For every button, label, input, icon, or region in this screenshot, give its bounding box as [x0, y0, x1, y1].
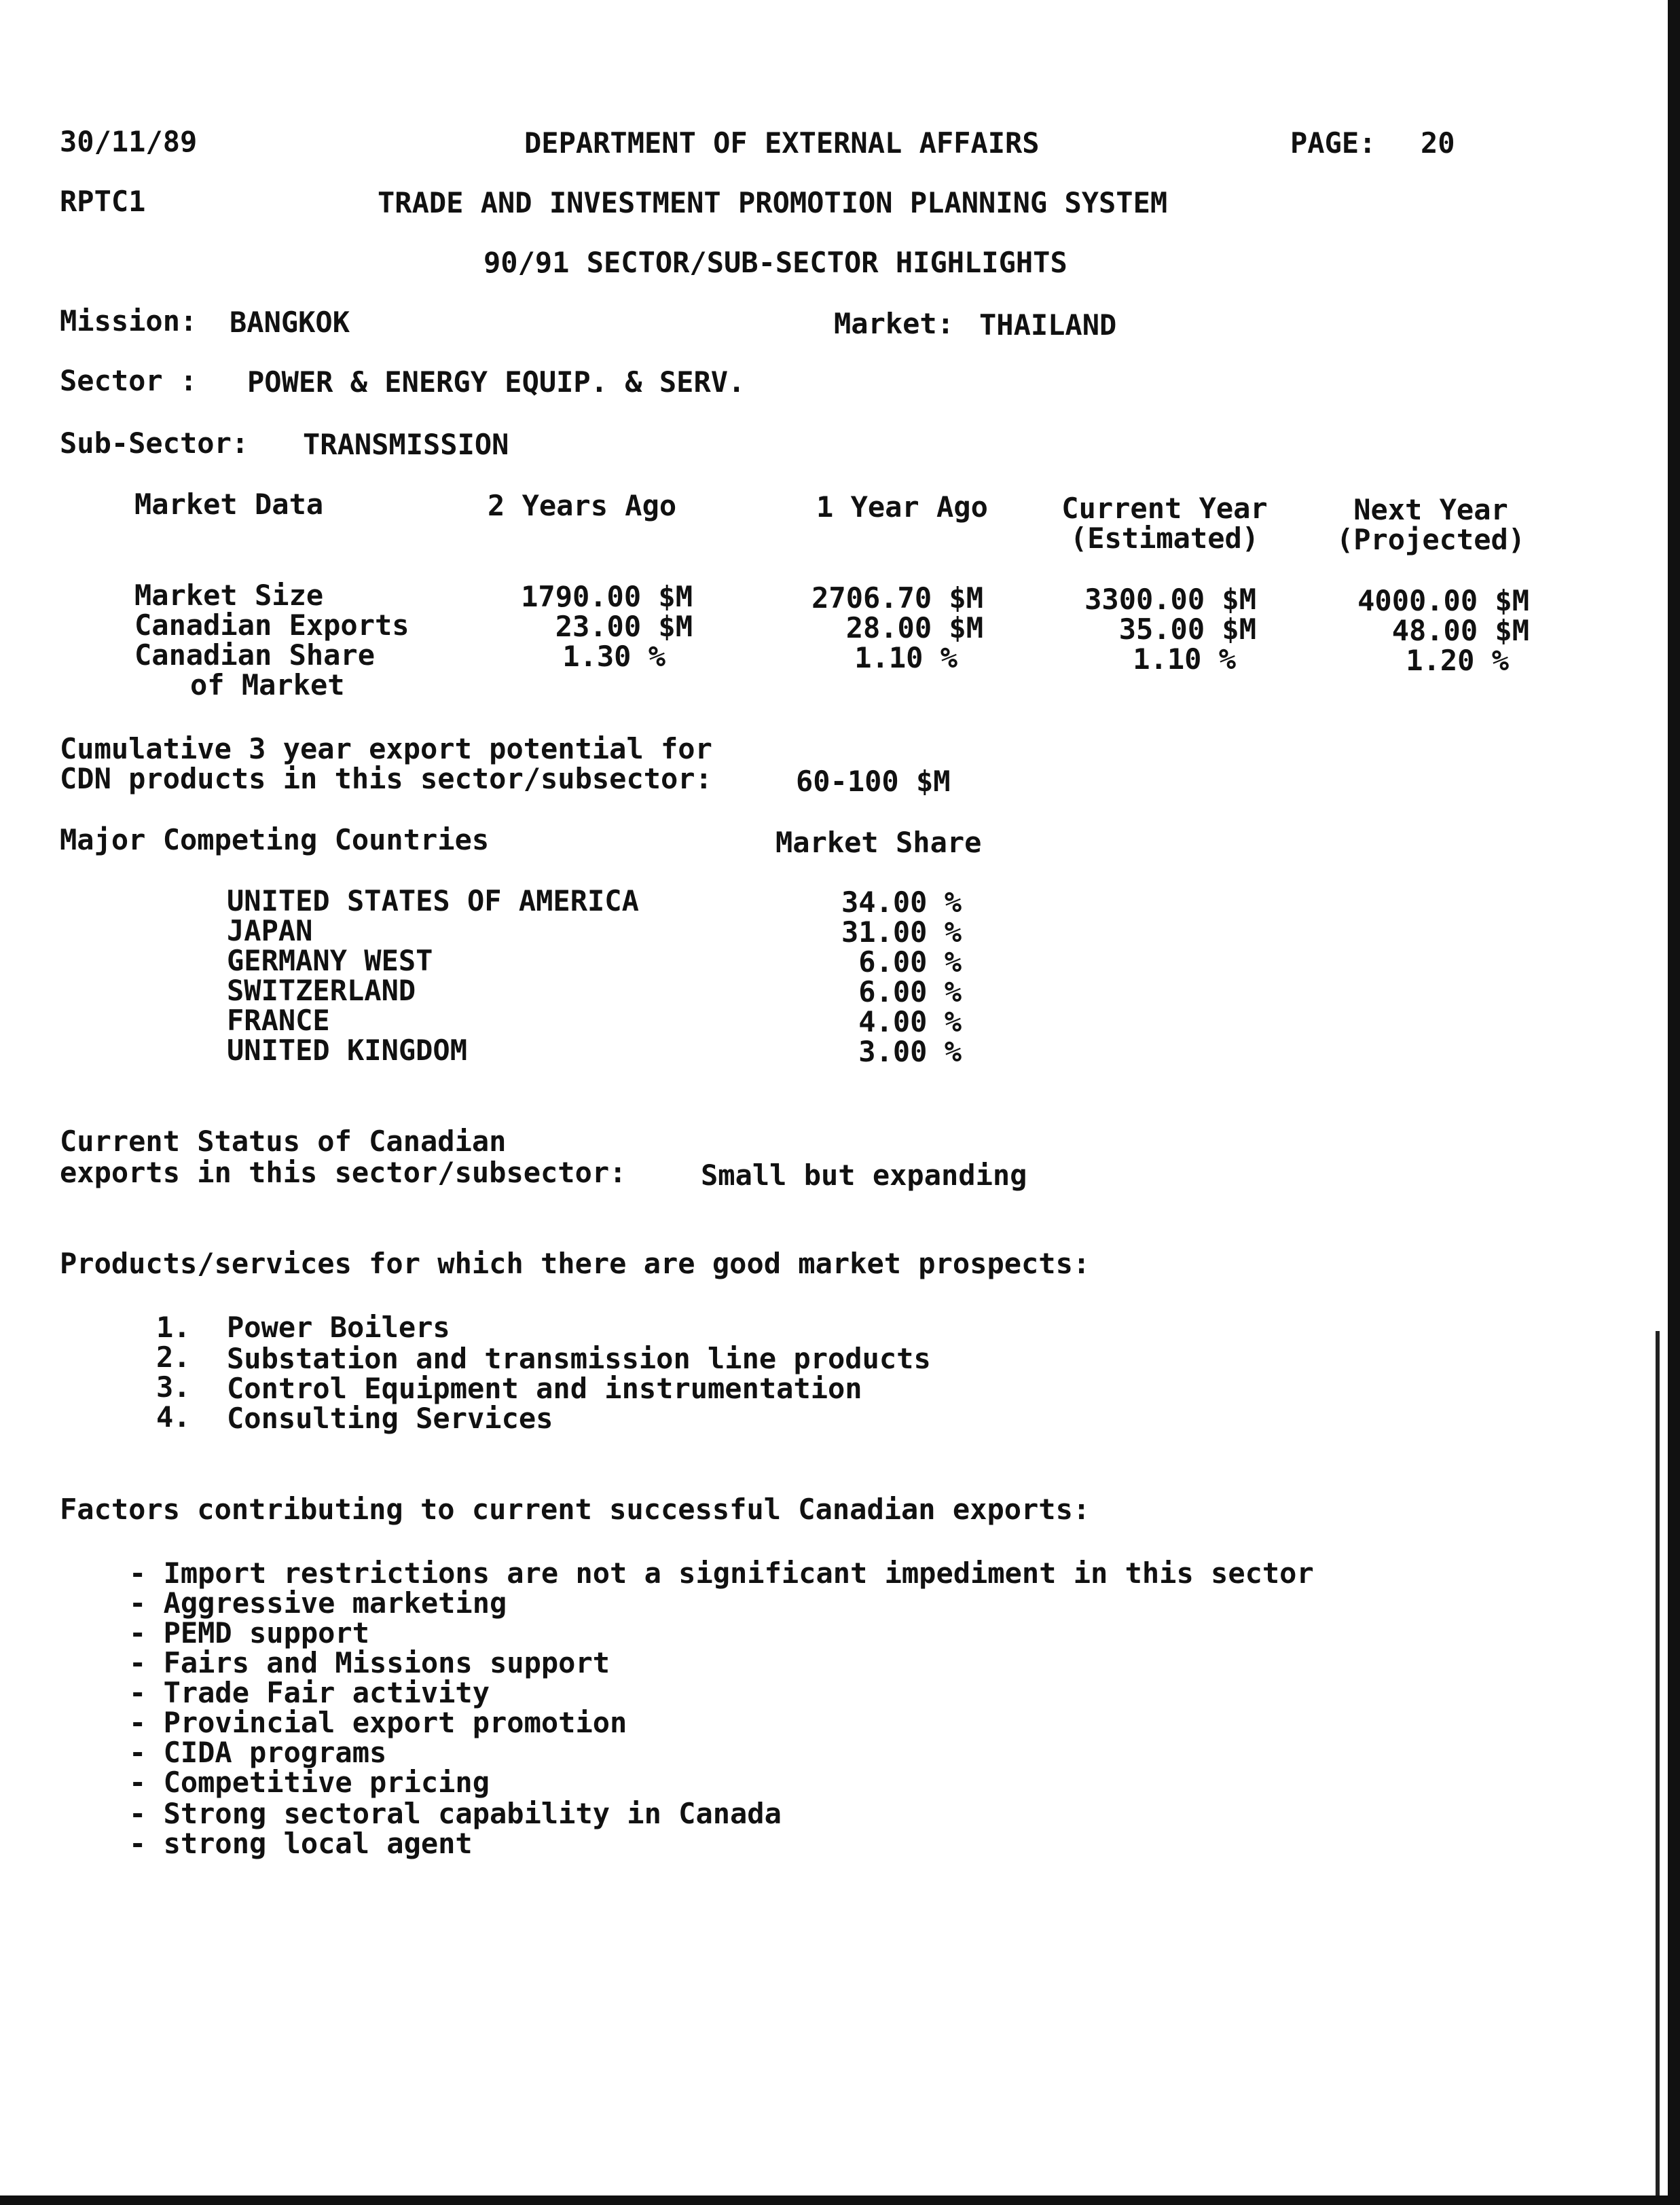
row-label: Canadian Share [134, 638, 376, 672]
row-value: 28.00 $M [845, 611, 983, 644]
list-item: - Provincial export promotion [129, 1706, 627, 1739]
sector-label: Sector : [60, 364, 198, 397]
table-header-next-year: Next Year [1353, 493, 1508, 526]
item-text: Power Boilers [227, 1311, 450, 1344]
row-value: 1.20 % [1406, 644, 1509, 677]
scan-edge-right [1668, 0, 1680, 2205]
list-item: - Competitive pricing [129, 1766, 490, 1799]
system-title: TRADE AND INVESTMENT PROMOTION PLANNING SYSTEM [378, 186, 1168, 219]
row-value: 1.30 % [562, 640, 665, 673]
item-text: Control Equipment and instrumentation [227, 1372, 862, 1405]
potential-line-2: CDN products in this sector/subsector: [60, 762, 712, 795]
scan-edge-right-inner [1656, 1331, 1660, 2205]
subsector-label: Sub-Sector: [60, 426, 249, 460]
row-value: 35.00 $M [1118, 613, 1256, 646]
status-line-2: exports in this sector/subsector: [60, 1156, 627, 1189]
table-header-next-year-sub: (Projected) [1336, 523, 1526, 556]
country-share: 34.00 % [841, 886, 962, 919]
row-label: Market Size [134, 579, 324, 612]
report-title: 90/91 SECTOR/SUB-SECTOR HIGHLIGHTS [483, 246, 1067, 279]
list-item: - Strong sectoral capability in Canada [129, 1797, 782, 1830]
item-text: Substation and transmission line products [227, 1342, 931, 1375]
prospects-heading: Products/services for which there are good market prospects: [60, 1247, 1091, 1280]
table-header-2-years-ago: 2 Years Ago [488, 489, 677, 522]
row-value: 48.00 $M [1391, 614, 1529, 647]
scan-edge-bottom [0, 2195, 1680, 2205]
list-item: - Aggressive marketing [129, 1586, 507, 1620]
country-name: JAPAN [227, 914, 313, 947]
report-date: 30/11/89 [60, 125, 198, 158]
table-header-label: Market Data [134, 488, 324, 521]
row-value: 23.00 $M [555, 610, 693, 643]
country-share: 6.00 % [858, 975, 962, 1008]
potential-value: 60-100 $M [796, 765, 951, 798]
department-title: DEPARTMENT OF EXTERNAL AFFAIRS [524, 126, 1040, 160]
country-name: GERMANY WEST [227, 944, 433, 977]
subsector-value: TRANSMISSION [303, 428, 509, 461]
market-share-heading: Market Share [775, 826, 982, 859]
potential-line-1: Cumulative 3 year export potential for [60, 732, 712, 765]
mission-label: Mission: [60, 304, 198, 338]
row-value: 3300.00 $M [1084, 583, 1256, 616]
row-value: 4000.00 $M [1357, 584, 1529, 617]
country-share: 3.00 % [858, 1035, 962, 1068]
sector-value: POWER & ENERGY EQUIP. & SERV. [247, 365, 746, 399]
list-item: - strong local agent [129, 1827, 473, 1860]
table-header-1-year-ago: 1 Year Ago [816, 490, 988, 524]
country-share: 4.00 % [858, 1005, 962, 1038]
list-item: - Fairs and Missions support [129, 1646, 610, 1679]
country-name: UNITED KINGDOM [227, 1034, 468, 1067]
item-number: 2. [156, 1341, 191, 1374]
factors-heading: Factors contributing to current successful Canadian exports: [60, 1493, 1091, 1526]
item-number: 3. [156, 1370, 191, 1404]
item-text: Consulting Services [227, 1402, 553, 1435]
status-value: Small but expanding [701, 1159, 1027, 1192]
row-label-continued: of Market [190, 668, 345, 701]
list-item: - Trade Fair activity [129, 1676, 490, 1709]
row-value: 1.10 % [1133, 642, 1236, 676]
report-code: RPTC1 [60, 185, 146, 218]
country-name: SWITZERLAND [227, 974, 416, 1007]
item-number: 4. [156, 1400, 191, 1434]
mission-value: BANGKOK [230, 306, 350, 339]
list-item: - CIDA programs [129, 1736, 387, 1769]
table-header-current-year-sub: (Estimated) [1070, 522, 1260, 555]
page-label: PAGE: [1290, 126, 1376, 160]
page-number: 20 [1421, 126, 1455, 160]
row-value: 1.10 % [854, 641, 957, 674]
item-number: 1. [156, 1311, 191, 1344]
country-name: UNITED STATES OF AMERICA [227, 884, 639, 917]
country-name: FRANCE [227, 1004, 330, 1037]
market-label: Market: [834, 307, 955, 340]
market-value: THAILAND [979, 308, 1117, 342]
competitors-heading: Major Competing Countries [60, 823, 490, 856]
country-share: 31.00 % [841, 915, 962, 949]
country-share: 6.00 % [858, 945, 962, 979]
list-item: - Import restrictions are not a significant impediment in this sector [129, 1556, 1314, 1590]
table-header-current-year: Current Year [1061, 492, 1268, 525]
status-line-1: Current Status of Canadian [60, 1125, 507, 1158]
row-value: 2706.70 $M [811, 581, 983, 615]
row-label: Canadian Exports [134, 608, 409, 642]
list-item: - PEMD support [129, 1616, 370, 1650]
row-value: 1790.00 $M [521, 580, 693, 613]
